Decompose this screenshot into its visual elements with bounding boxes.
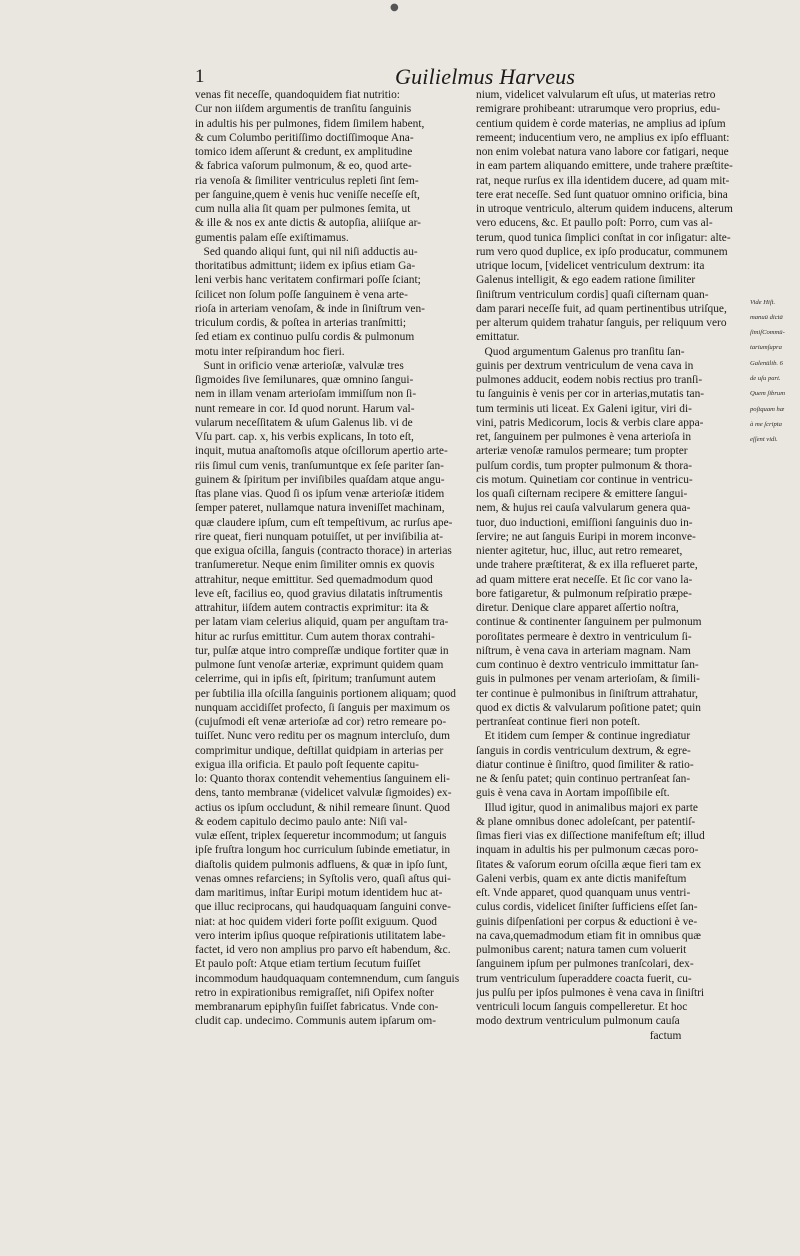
text-line: ſcilicet non ſolum poſſe ſanguinem è vena arte-: [195, 288, 408, 301]
text-line: guis in pulmones per venam arterioſam, & ſimili-: [476, 673, 700, 686]
text-line: Cur non iiſdem argumentis de tranſitu ſanguinis: [195, 103, 412, 116]
text-line: que exigua oſcilla, ſanguis (contracto thorace) in arterias: [195, 545, 452, 557]
marginal-note-line: poſtquam hæ: [750, 405, 785, 413]
text-line: que illuc reciprocans, qui haudquaquam ſanguini conve-: [195, 901, 451, 914]
text-line: attrahitur, iiſdem autem contractis exprimitur: ita &: [195, 602, 429, 614]
text-line: nienter agitetur, huc, illuc, aut retro remearet,: [476, 545, 683, 557]
text-line: vini, patris Medicorum, locis & verbis clare appa-: [476, 416, 704, 429]
marginal-note-line: eſſent vidi.: [750, 436, 778, 444]
text-line: & plane omnibus donec adoleſcant, per patentiſ-: [476, 815, 696, 828]
marginal-note-line: Vide Hiſt.: [750, 298, 776, 306]
text-line: Sed quando aliqui ſunt, qui nil niſi adductis au-: [195, 245, 418, 258]
text-line: quæ claudere ipſum, cum eſt tempeſtivum, ac rurſus ape-: [195, 516, 453, 529]
text-line: hitur ac rurſus emittitur. Cum autem thorax contrahi-: [195, 630, 435, 643]
text-line: centium quidem è corde materias, ne amplius ad ipſum: [476, 117, 726, 130]
text-line: riis ſimul cum venis, tranſumuntque ex ſeſe pariter ſan-: [195, 459, 444, 472]
text-line: guinem & ſpiritum per inviſibiles quaſdam atque angu-: [195, 473, 445, 486]
text-line: in adultis his per pulmones, fidem ſimilem habent,: [195, 117, 425, 130]
text-line: per ſanguine,quem è venis huc veniſſe neceſſe eſt,: [195, 188, 420, 201]
text-line: actius os ipſum occludunt, & nihil remeare ſinunt. Quod: [195, 801, 450, 814]
text-line: Vſu part. cap. x, his verbis explicans, In toto eſt,: [195, 431, 414, 443]
text-line: ter continue è pulmonibus in ſiniſtrum attrahatur,: [476, 687, 698, 700]
text-line: dens, tanto membranæ (videlicet valvulæ ſigmoides) ex-: [195, 787, 452, 800]
text-line: quod ex dictis & valvularum poſitione patet; quin: [476, 701, 701, 714]
text-line: ſanguinem ipſum per pulmones tranſcolari, dex-: [476, 958, 694, 971]
text-line: nunquam accidiſſet profecto, ſi ſanguis per maximum os: [195, 701, 450, 714]
text-line: factum: [476, 1029, 682, 1042]
text-line: lo: Quanto thorax contendit vehementius ſanguinem eli-: [195, 773, 450, 785]
text-line: Illud igitur, quod in animalibus majori ex parte: [476, 801, 698, 814]
text-line: vero educens, &c. Et paullo poſt: Porro, cum vas al-: [476, 217, 713, 230]
text-line: attrahitur, neque emittitur. Sed quemadmodum quod: [195, 573, 433, 586]
page-number: 1: [195, 66, 205, 87]
text-line: celerrime, qui in ipſis eſt, ſpiritum; tranſumunt autem: [195, 673, 436, 686]
text-line: ne & ſenſu patet; quin continuo pertranſeat ſan-: [476, 773, 691, 785]
text-line: remeent; inducentium vero, ne amplius ex ipſo effluant:: [476, 131, 730, 144]
text-line: Sunt in orificio venæ arterioſæ, valvulæ tres: [195, 359, 404, 372]
text-line: tomico idem aſſerunt & credunt, ex amplitudine: [195, 146, 413, 158]
text-line: rum vero quod duplice, ex ipſo producatur, communem: [476, 245, 728, 258]
text-line: ret, ſanguinem per pulmones è vena arterioſa in: [476, 431, 692, 443]
text-line: diaſtolis quidem pulmonis adfluens, & quæ in ipſo ſunt,: [195, 858, 448, 871]
text-line: factet, id vero non amplius pro parvo eſt habendum, &c.: [195, 944, 451, 956]
text-line: cum nulla alia ſit quam per pulmones ſemita, ut: [195, 203, 411, 215]
text-line: vularum neceſſitatem & uſum Galenus lib. vi de: [195, 416, 413, 429]
text-line: guinis per dextrum ventriculum de vena cava in: [476, 359, 694, 372]
text-line: Quod argumentum Galenus pro tranſitu ſan-: [476, 345, 685, 358]
text-line: arteriæ venoſæ ramulos permeare; tum propter: [476, 445, 688, 458]
text-line: ſimas fieri vias ex diſſectione manifeſtum eſt; illud: [476, 830, 705, 842]
text-line: Et itidem cum ſemper & continue ingrediatur: [476, 730, 691, 743]
text-line: tranſumeretur. Neque enim ſimiliter omnis ex quovis: [195, 559, 435, 572]
text-line: nunt remeare in cor. Id quod norunt. Harum val-: [195, 402, 415, 415]
text-line: in eam partem aliquando emittere, unde trahere præſtite-: [476, 160, 733, 173]
text-line: tur, pulſæ atque intro compreſſæ undique fortiter quæ in: [195, 644, 449, 657]
text-line: tere erat neceſſe. Sed ſunt quatuor omnino orificia, bina: [476, 188, 728, 201]
text-line: nium, videlicet valvularum eſt uſus, ut materias retro: [476, 89, 716, 101]
text-line: ſiniſtrum ventriculum cordis] quaſi ciſternam quan-: [476, 288, 709, 301]
text-line: nem in illam venam arterioſam immiſſum non ſi-: [195, 388, 417, 401]
text-line: unde trahere præſtiterat, & ex illa reflueret parte,: [476, 559, 698, 572]
text-line: triculum cordis, & poſtea in arterias tranſmitti;: [195, 317, 406, 329]
marginal-note-line: manuū dictā: [750, 313, 783, 321]
text-line: cum continuo è dextro ventriculo immittatur ſan-: [476, 659, 699, 671]
text-line: gumentis palam eſſe exiſtimamus.: [195, 231, 349, 244]
marginal-note: [750, 292, 792, 452]
text-line: tum terminis uti liceat. Ex Galeni igitur, viri di-: [476, 402, 692, 415]
running-title: Guilielmus Harveus: [395, 64, 576, 89]
page-edge-mark: ●: [390, 2, 399, 13]
text-line: ſigmoides ſive ſemilunares, quæ omnino ſangui-: [195, 374, 414, 386]
text-line: rioſa in arteriam venoſam, & inde in ſiniſtrum ven-: [195, 302, 425, 315]
text-line: venas omnes refarciens; in Syſtolis vero, quaſi aſtus qui-: [195, 872, 451, 885]
text-line: in utroque ventriculo, alterum quidem inducens, alterum: [476, 203, 733, 215]
text-line: leni verbis hanc veritatem confirmari poſſe ſciant;: [195, 274, 421, 287]
marginal-note-line: à me ſcripta: [750, 420, 782, 428]
text-line: guis è vena cava in Aortam impoſſibile eſt.: [476, 787, 670, 800]
text-line: leve eſt, facilius eo, quod gravius dilatatis inſtrumentis: [195, 587, 443, 600]
text-line: trum ventriculum ſuperaddere coacta fuerit, cu-: [476, 972, 692, 985]
text-line: Et paulo poſt: Atque etiam tertium ſecutum fuiſſet: [195, 958, 421, 971]
text-line: rire queat, fieri nunquam potuiſſet, ut per inviſibilia at-: [195, 530, 443, 543]
text-line: Galenus intelligit, & ego eadem ratione ſimiliter: [476, 274, 696, 287]
text-line: emittatur.: [476, 331, 520, 344]
text-line: non enim volebat natura vano labore cor fatigari, neque: [476, 146, 729, 158]
text-line: diatur continue è ſiniſtro, quod ſimiliter & ratio-: [476, 758, 694, 771]
text-line: incommodum haudquaquam contemnendum, cum ſanguis: [195, 972, 460, 985]
text-line: ſervire; ne aut ſanguis Euripi in morem inconve-: [476, 530, 696, 543]
text-line: & fabrica vaſorum pulmonum, & eo, quod arte-: [195, 160, 412, 173]
text-line: ſed etiam ex continuo pulſu cordis & pulmonum: [195, 331, 415, 344]
text-line: exigua illa orificia. Et paulo poſt ſequente capitu-: [195, 758, 419, 771]
text-line: dam parari neceſſe fuit, ad quam pertinentibus utriſque,: [476, 302, 727, 315]
text-line: culus cordis, videlicet ſiniſter ſufficiens eſſet ſan-: [476, 901, 698, 914]
text-line: rat, neque rurſus ex illa identidem ducere, ad quam mit-: [476, 174, 730, 187]
text-line: ſitates & vaſorum eorum oſcilla æque fieri tam ex: [476, 858, 702, 871]
marginal-note-line: de uſu part.: [750, 375, 781, 383]
text-line: ſemper pateret, nullamque natura inveniſſet machinam,: [195, 502, 445, 515]
text-line: terum, quod tunica ſimplici conſtat in cor inſigatur: alte-: [476, 231, 731, 244]
text-line: bore fatigaretur, & pulmonum reſpiratio præpe-: [476, 587, 692, 600]
text-line: ipſe fruſtra longum hoc curriculum ſubinde emetiatur, in: [195, 844, 451, 857]
right-text-column: [476, 88, 747, 1043]
marginal-note-line: Quem ſibrum: [750, 390, 785, 398]
text-line: per alterum quidem trahatur ſanguis, per reliquum vero: [476, 317, 727, 329]
text-line: utrique locum, [videlicet ventriculum dextrum: ita: [476, 260, 705, 272]
text-line: & eodem capitulo decimo paulo ante: Niſi val-: [195, 815, 408, 828]
text-line: ſanguis in cordis ventriculum dextrum, & egre-: [476, 744, 691, 757]
text-line: vero interim ipſius quoque reſpirationis utilitatem labe-: [195, 929, 446, 942]
left-text-column: [195, 88, 473, 1029]
text-line: ad quam mittere erat neceſſe. Et ſic cor vano la-: [476, 573, 693, 586]
text-line: dam maritimus, inſtar Euripi motum identidem huc at-: [195, 887, 443, 899]
text-line: diretur. Denique clare apparet aſſertio noſtra,: [476, 602, 679, 614]
text-line: cis motum. Quinetiam cor continue in ventricu-: [476, 473, 693, 486]
text-line: ventriculi locum ſanguis compelleretur. Et hoc: [476, 1001, 688, 1013]
text-line: vulæ eſſent, triplex ſequeretur incommodum; ut ſanguis: [195, 830, 447, 842]
text-line: pulmones adducit, eodem nobis rectius pro tranſi-: [476, 374, 703, 386]
text-line: retro in expirationibus remigraſſet, niſi Opifex noſter: [195, 986, 434, 999]
text-line: jus pulſu per ipſos pulmones è vena cava in ſiniſtri: [476, 986, 705, 999]
text-line: (cujuſmodi eſt venæ arterioſæ ad cor) retro remeare po-: [195, 716, 447, 728]
text-line: cludit cap. undecimo. Communis autem ipſarum om-: [195, 1015, 437, 1028]
text-line: inquit, mutua anaſtomoſis atque oſcillorum apertio arte-: [195, 445, 448, 458]
marginal-note-line: Galenūlib. 6: [750, 359, 783, 367]
text-line: tuiſſet. Nunc vero reditu per os magnum intercluſo, dum: [195, 730, 450, 743]
text-line: & ille & nos ex ante dictis & autopſia, aliiſque ar-: [195, 217, 421, 230]
text-line: per latam viam celerius aliquid, quam per anguſtam tra-: [195, 616, 449, 629]
text-line: thoritatibus admittunt; iidem ex ipſius etiam Ga-: [195, 260, 416, 272]
text-line: niat: at hoc quidem videri forte poſſit exiguum. Quod: [195, 915, 438, 928]
text-line: membranarum epiphyſin fuiſſet fabricatus. Vnde con-: [195, 1001, 439, 1013]
text-line: modo dextrum ventriculum pulmonum cauſa: [476, 1015, 680, 1028]
text-line: pulſum cordis, tum propter pulmonum & thora-: [476, 459, 693, 472]
text-line: los quaſi ciſternam recipere & emittere ſangui-: [476, 488, 688, 500]
text-line: guinis diſpenſationi per corpus & eductioni è ve-: [476, 915, 698, 928]
text-line: poroſitates permeare è dextro in ventriculum ſi-: [476, 630, 692, 643]
text-line: inquam in adultis his per pulmonum cæcas poro-: [476, 844, 699, 857]
text-line: comprimitur undique, deſtillat quidpiam in arterias per: [195, 744, 444, 757]
text-line: na cava,quemadmodum etiam fit in omnibus quæ: [476, 929, 701, 942]
text-line: per ſubtilia illa oſcilla ſanguinis portionem aliquam; quod: [195, 687, 456, 700]
text-line: ſtas plane vias. Quod ſi os ipſum venæ arterioſæ itidem: [195, 488, 445, 500]
text-line: pulmone ſunt venoſæ arteriæ, exprimunt quidem quam: [195, 659, 444, 671]
marginal-note-line: tariumſupra: [750, 344, 782, 352]
text-line: niſtrum, è vena cava in arteriam magnam. Nam: [476, 644, 691, 657]
text-line: pulmonibus carent; natura tamen cum voluerit: [476, 944, 687, 956]
text-line: motu inter reſpirandum hoc fieri.: [195, 345, 345, 358]
text-line: tu ſanguinis è venis per cor in arterias,mutatis tan-: [476, 388, 705, 401]
text-line: Galeni verbis, quam ex ante dictis manifeſtum: [476, 872, 687, 885]
text-line: continue & continenter ſanguinem per pulmonum: [476, 616, 702, 629]
text-line: remigrare prohibeant: utrarumque vero proprius, edu-: [476, 103, 721, 116]
marginal-note-line: ſimiſCommū-: [750, 329, 785, 337]
text-line: tuor, duo inductioni, emiſſioni ſanguinis duo in-: [476, 516, 693, 529]
text-line: nem, & hujus rei cauſa valvularum genera qua-: [476, 502, 691, 515]
text-line: eſt. Vnde apparet, quod quanquam unus ventri-: [476, 887, 691, 899]
text-line: & cum Columbo peritiſſimo doctiſſimoque Ana-: [195, 131, 414, 144]
text-line: ria venoſa & ſimiliter ventriculus repleti ſint ſem-: [195, 174, 419, 187]
text-line: venas fit neceſſe, quandoquidem fiat nutritio:: [195, 89, 400, 101]
text-line: pertranſeat continue fieri non poteſt.: [476, 716, 641, 728]
